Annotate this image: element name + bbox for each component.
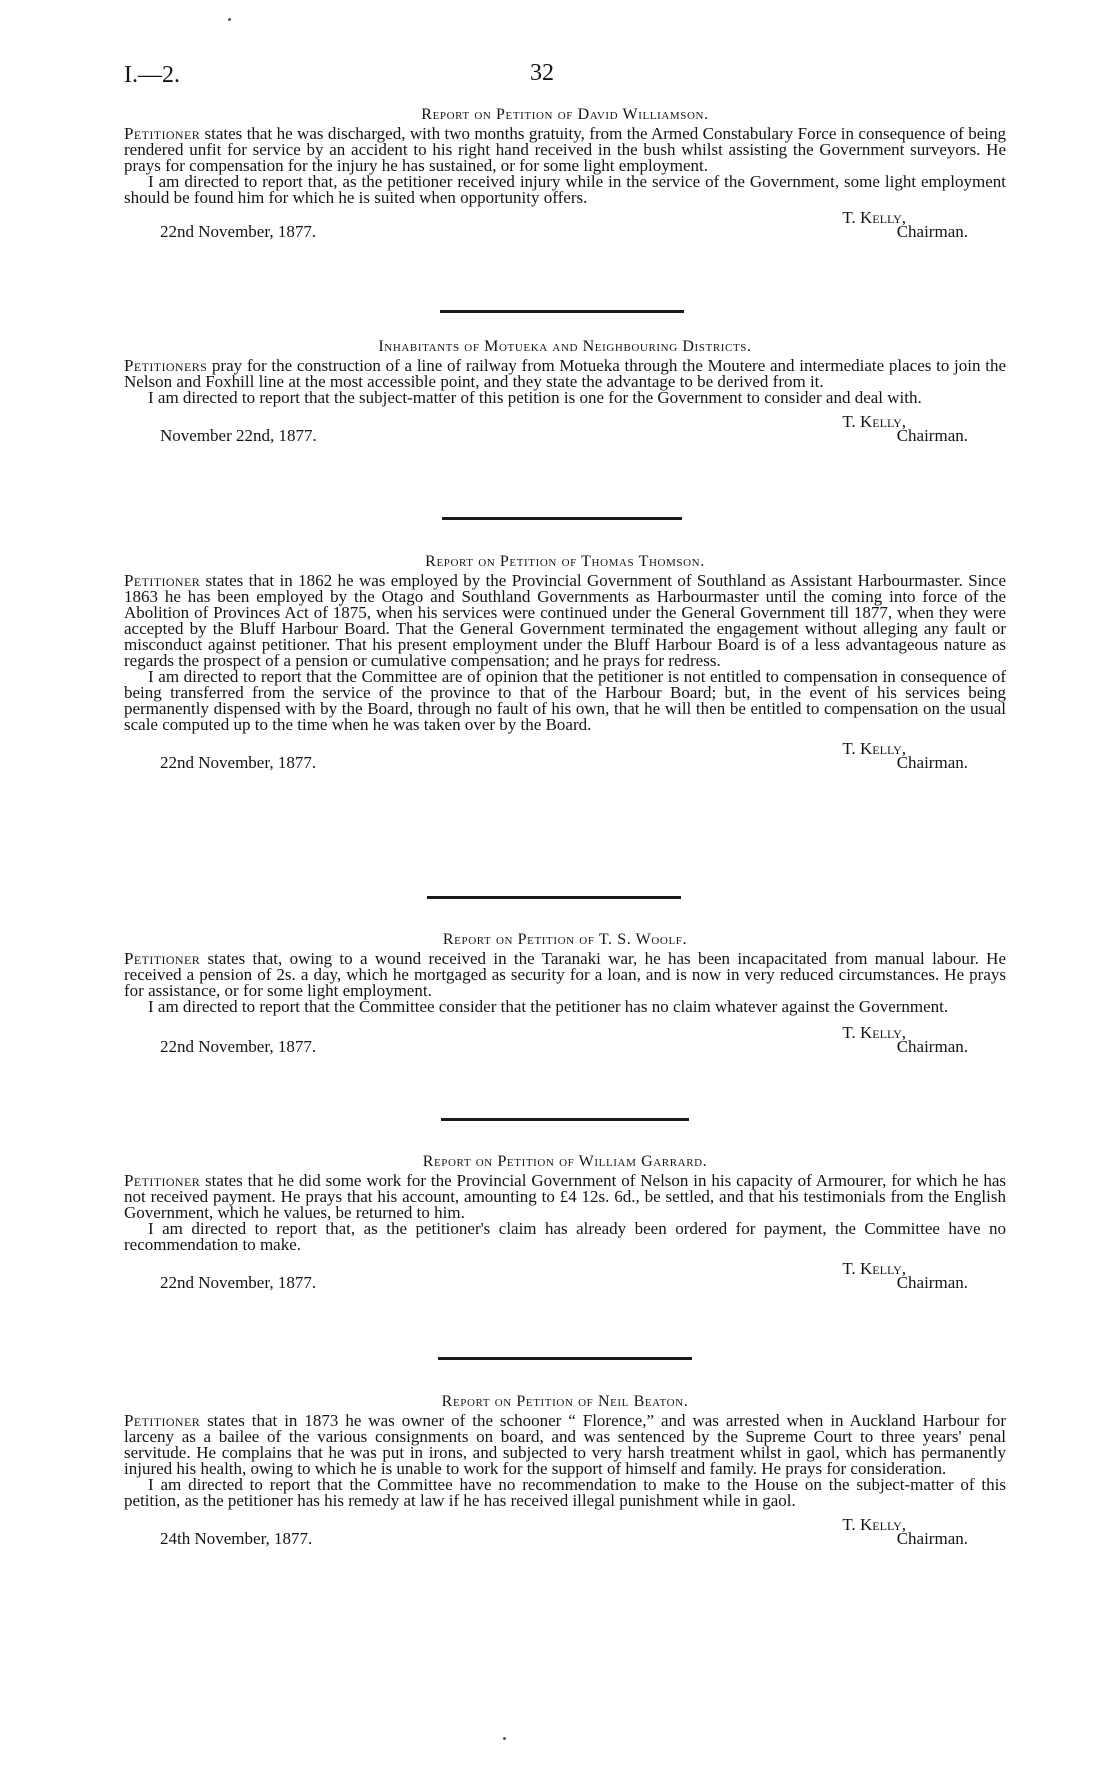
statement-text: states that in 1873 he was owner of the schooner “ Florence,” and was arrested when in Auckland Harbour for larceny as a bailee of the various consignments on board, and was sentenced by the Supreme Court to three years' penal servitude. He complains that he was put in irons, and subjected to very harsh treatment whilst in gaol, which has permanently injured his health, owing to which he is unable to work for the support of himself and family. He prays for consideration. [124,1411,1007,1478]
petitioner-label: Petitioner [124,1171,201,1190]
petition-statement [124,573,1006,669]
signatory-title: Chairman. [896,1529,968,1548]
report-date: 22nd November, 1877. [160,753,317,772]
signatory-title: Chairman. [896,753,968,772]
statement-text: states that he was discharged, with two months gratuity, from the Armed Constabulary Force in consequence of being rendered unfit for service by an accident to his right hand received in the bush whilst assisting the Government surveyors. He prays for compensation for the injury he has sustained, or for some light employment. [124,124,1006,175]
signature-block [124,1023,1006,1057]
committee-report: I am directed to report that the Committee have no recommendation to make to the House on the subject-matter of this petition, as the petitioner has his remedy at law if he has received illegal punishment while in gaol. [124,1475,1006,1510]
signatory-name: T. Kelly, [842,1259,906,1278]
signatory-name: T. Kelly, [842,1023,906,1042]
petition-section [124,1153,1006,1293]
petition-statement [124,126,1006,174]
section-heading: Report on Petition of T. S. Woolf. [442,931,688,948]
petition-section [124,338,1006,446]
petitioner-label: Petitioner [124,949,201,968]
petitioner-label: Petitioner [124,124,201,143]
section-heading: Report on Petition of Thomas Thomson. [425,553,705,570]
petition-statement [124,1173,1006,1221]
petitioner-label: Petitioner [124,571,201,590]
committee-report: I am directed to report that the Committee consider that the petitioner has no claim whatever against the Government. [148,997,949,1016]
page-number: 32 [530,60,554,86]
signatory-title: Chairman. [896,222,968,241]
signatory-name: T. Kelly, [842,1515,906,1534]
section-divider [438,1357,692,1360]
signature-block [124,739,1006,773]
report-date: 22nd November, 1877. [160,1037,317,1056]
signatory-title: Chairman. [896,1273,968,1292]
committee-report: I am directed to report that the subject-matter of this petition is one for the Government to consider and deal with. [148,388,922,407]
section-heading: Report on Petition of William Garrard. [422,1153,708,1170]
signature-block [124,208,1006,242]
signatory-title: Chairman. [896,1037,968,1056]
signatory-name: T. Kelly, [842,208,906,227]
ink-speck [228,18,231,21]
section-divider [440,310,684,313]
signatory-name: T. Kelly, [842,739,906,758]
signature-block [124,1515,1006,1549]
signatory-name: T. Kelly, [842,412,906,431]
statement-text: states that he did some work for the Provincial Government of Nelson in his capacity of Armourer, for which he has not received payment. He prays that his account, amounting to £4 12s. 6d., be settled, and that his testimonials from the English Government, which he values, be returned to him. [124,1171,1006,1222]
signatory-title: Chairman. [896,426,968,445]
report-date: 22nd November, 1877. [160,222,317,241]
statement-text: pray for the construction of a line of railway from Motueka through the Moutere and intermediate places to join the Nelson and Foxhill line at the most accessible point, and they state the advantage to be derived from it. [124,356,1007,391]
section-heading: Inhabitants of Motueka and Neighbouring Districts. [378,338,752,355]
section-divider [441,1118,689,1121]
report-date: 22nd November, 1877. [160,1273,317,1292]
document-series: I.—2. [124,62,180,88]
signature-block [124,412,1006,446]
petition-section [124,106,1006,242]
petition-section [124,931,1006,1057]
petitioner-label: Petitioner [124,1411,201,1430]
petitioner-label: Petitioners [124,356,208,375]
committee-report: I am directed to report that the Committee are of opinion that the petitioner is not entitled to compensation in consequence of being transferred from the service of the province to that of the Harbour Board; but, in the event of his services being permanently dispensed with by the Board, through no fault of his own, that he will then be entitled to compensation on the usual scale computed up to the time when he was taken over by the Board. [124,667,1006,734]
statement-text: states that, owing to a wound received in the Taranaki war, he has been incapacitated from manual labour. He received a pension of 2s. a day, which he mortgaged as security for a loan, and is now in very reduced circumstances. He prays for assistance, or for some light employment. [124,949,1006,1000]
petition-statement [124,951,1006,999]
petition-section [124,1393,1006,1549]
statement-text: states that in 1862 he was employed by the Provincial Government of Southland as Assistant Harbourmaster. Since 1863 he has been employed by the Otago and Southland Governments as Harbourmaster until the coming into force of the Abolition of Provinces Act of 1875, when his services were continued under the General Government till 1877, when they were accepted by the Bluff Harbour Board. That the General Government terminated the engagement without alleging any fault or misconduct against petitioner. That his present employment under the Bluff Harbour Board is of a less advantageous nature as regards the prospect of a pension or cumulative compensation; and he prays for redress. [124,571,1006,670]
petition-section [124,553,1006,773]
committee-report: I am directed to report that, as the petitioner's claim has already been ordered for payment, the Committee have no recommendation to make. [124,1219,1006,1254]
petition-statement [124,358,1006,390]
section-divider [427,896,681,899]
section-heading: Report on Petition of Neil Beaton. [441,1393,689,1410]
signature-block [124,1259,1006,1293]
report-date: November 22nd, 1877. [160,426,317,445]
committee-report: I am directed to report that, as the petitioner received injury while in the service of the Government, some light employment should be found him for which he is suited when opportunity offers. [124,172,1006,207]
section-heading: Report on Petition of David Williamson. [421,106,709,123]
section-divider [442,517,682,520]
report-date: 24th November, 1877. [160,1529,313,1548]
ink-speck [503,1737,506,1740]
petition-statement [124,1413,1006,1477]
